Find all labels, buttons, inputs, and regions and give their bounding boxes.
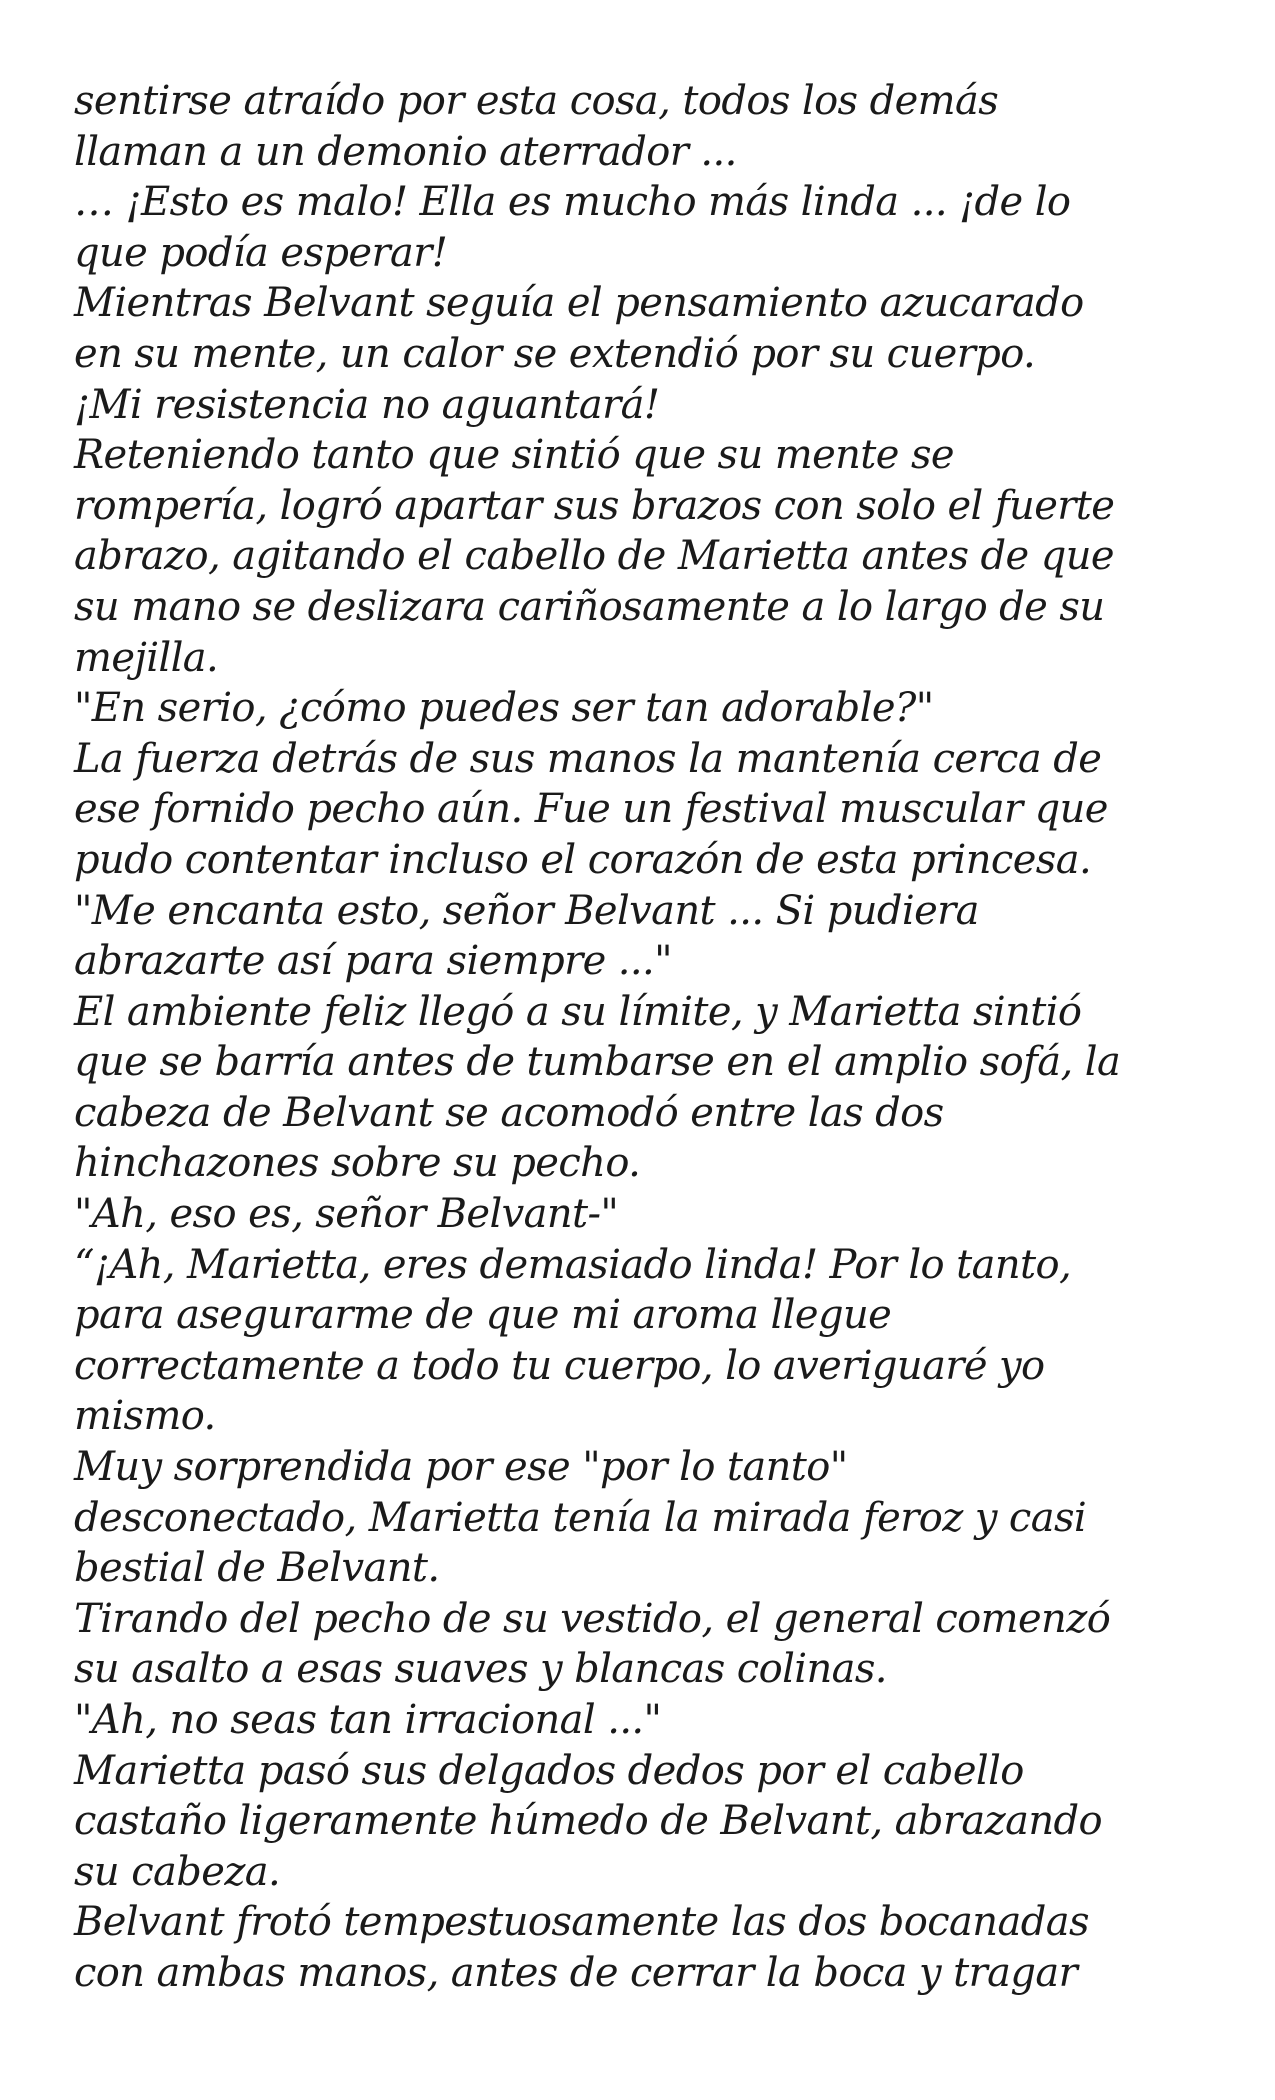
text-line: Reteniendo tanto que sintió que su mente se xyxy=(74,432,954,479)
text-line: Muy sorprendida por ese "por lo tanto" xyxy=(74,1444,848,1491)
text-line: "Me encanta esto, señor Belvant ... Si pudiera xyxy=(74,887,979,934)
text-line: ¡Mi resistencia no aguantará! xyxy=(74,381,660,428)
text-line: su mano se deslizara cariñosamente a lo largo de su xyxy=(74,583,1105,630)
text-line: abrazo, agitando el cabello de Marietta antes de que xyxy=(74,533,1114,580)
text-line: pudo contentar incluso el corazón de esta princesa. xyxy=(74,836,1092,883)
text-line: para asegurarme de que mi aroma llegue xyxy=(74,1292,892,1339)
text-line: Mientras Belvant seguía el pensamiento azucarado xyxy=(74,280,1084,327)
text-line: castaño ligeramente húmedo de Belvant, abrazando xyxy=(74,1798,1102,1845)
text-line: llaman a un demonio aterrador ... xyxy=(74,128,737,175)
text-line: hinchazones sobre su pecho. xyxy=(74,1140,641,1187)
text-line: … ¡Esto es malo! Ella es mucho más linda ... ¡de lo xyxy=(74,179,1071,226)
text-line: mejilla. xyxy=(74,634,219,681)
text-line: su asalto a esas suaves y blancas colinas. xyxy=(74,1646,887,1693)
text-line: su cabeza. xyxy=(74,1848,281,1895)
text-line: “¡Ah, Marietta, eres demasiado linda! Por lo tanto, xyxy=(74,1241,1072,1288)
text-line: La fuerza detrás de sus manos la mantenía cerca de xyxy=(74,735,1102,782)
text-line: con ambas manos, antes de cerrar la boca y tragar xyxy=(74,1949,1078,1996)
text-line: Marietta pasó sus delgados dedos por el cabello xyxy=(74,1747,1024,1794)
text-line: rompería, logró apartar sus brazos con solo el fuerte xyxy=(74,482,1115,529)
text-line: que podía esperar! xyxy=(74,229,448,276)
text-line: en su mente, un calor se extendió por su cuerpo. xyxy=(74,330,1036,377)
text-line: abrazarte así para siempre ..." xyxy=(74,938,672,985)
text-line: cabeza de Belvant se acomodó entre las dos xyxy=(74,1089,944,1136)
text-line: correctamente a todo tu cuerpo, lo averiguaré yo xyxy=(74,1342,1045,1389)
text-line: "Ah, eso es, señor Belvant-" xyxy=(74,1191,619,1238)
document-page xyxy=(74,76,1224,1999)
text-line: sentirse atraído por esta cosa, todos los demás xyxy=(74,78,999,124)
text-line: "Ah, no seas tan irracional ..." xyxy=(74,1697,662,1743)
text-line: desconectado, Marietta tenía la mirada feroz y casi xyxy=(74,1494,1087,1541)
text-line: Tirando del pecho de su vestido, el general comenzó xyxy=(74,1595,1111,1642)
text-line: Belvant frotó tempestuosamente las dos bocanadas xyxy=(74,1899,1089,1946)
text-line: El ambiente feliz llegó a su límite, y Marietta sintió xyxy=(74,988,1082,1035)
text-line: que se barría antes de tumbarse en el amplio sofá, la xyxy=(74,1039,1121,1086)
text-line: ese fornido pecho aún. Fue un festival muscular que xyxy=(74,786,1108,833)
text-line: mismo. xyxy=(74,1393,216,1440)
text-line: "En serio, ¿cómo puedes ser tan adorable?" xyxy=(74,685,934,732)
text-line: bestial de Belvant. xyxy=(74,1545,440,1592)
